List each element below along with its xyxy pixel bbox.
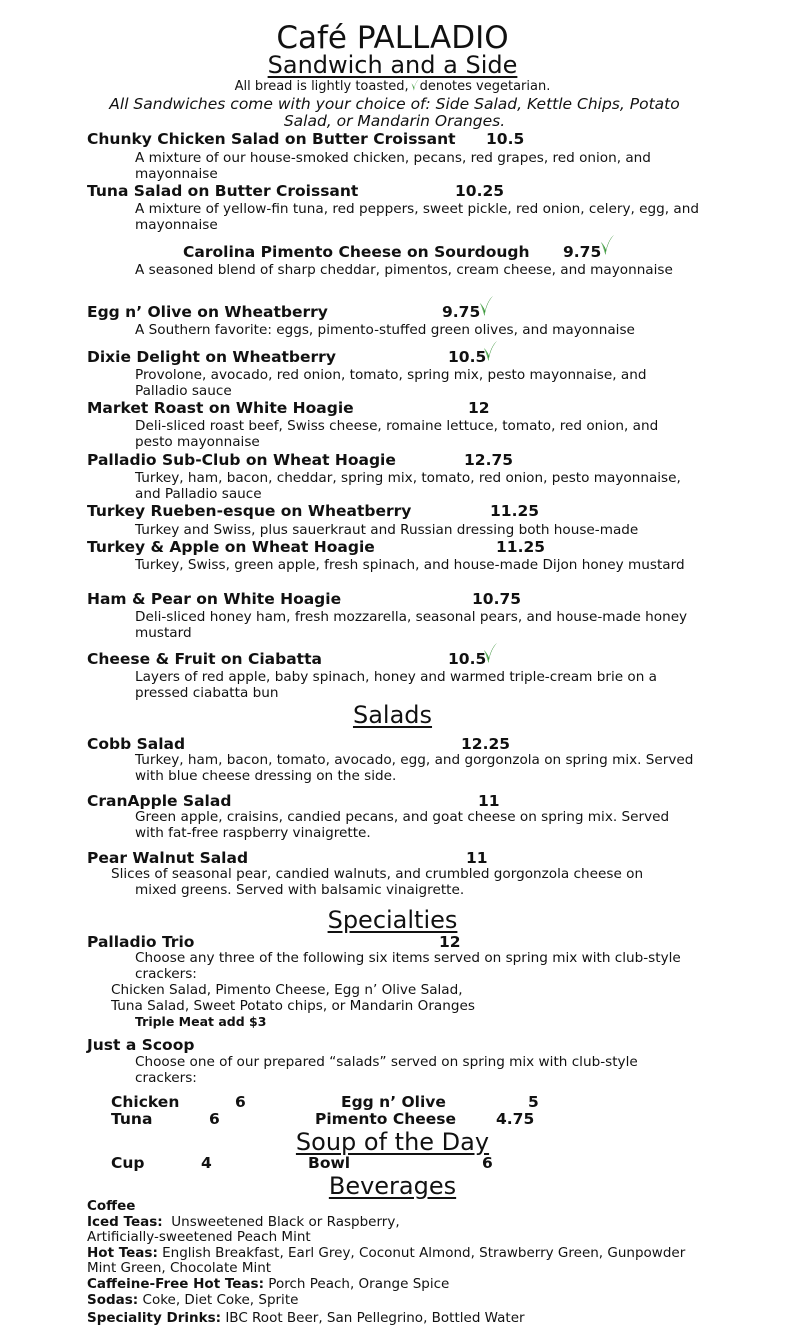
coffee-label: Coffee xyxy=(87,1198,136,1214)
item-name: Chunky Chicken Salad on Butter Croissant xyxy=(87,130,456,148)
item-description: Turkey, ham, bacon, cheddar, spring mix, tomato, red onion, pesto mayonnaise, and Palladio sauce xyxy=(135,470,681,502)
item-description: A seasoned blend of sharp cheddar, pimentos, cream cheese, and mayonnaise xyxy=(135,262,673,278)
item-name: Ham & Pear on White Hoagie xyxy=(87,590,342,608)
vegetarian-leaf-icon xyxy=(598,234,615,256)
trio-options-line: Tuna Salad, Sweet Potato chips, or Mandarin Oranges xyxy=(111,998,475,1014)
item-name: Tuna Salad on Butter Croissant xyxy=(87,182,359,200)
vegetarian-leaf-icon xyxy=(409,79,420,91)
hot-teas-text-2: Mint Green, Chocolate Mint xyxy=(87,1260,272,1276)
sandwiches-heading-text: Sandwich and a Side xyxy=(267,51,518,79)
section-heading-sandwiches xyxy=(0,51,785,79)
item-description: Turkey, Swiss, green apple, fresh spinach, and house-made Dijon honey mustard xyxy=(135,557,685,573)
beverage-coffee xyxy=(87,1199,135,1215)
iced-teas-label: Iced Teas: xyxy=(87,1214,163,1230)
item-description: A mixture of yellow-fin tuna, red peppers, sweet pickle, red onion, celery, egg, and mayonnaise xyxy=(135,201,699,233)
item-price: 9.75 xyxy=(442,303,481,321)
scoop-option-price: 4.75 xyxy=(496,1110,535,1128)
item-name: CranApple Salad xyxy=(87,792,232,810)
item-description: Turkey and Swiss, plus sauerkraut and Russian dressing both house-made xyxy=(135,522,639,538)
item-price: 10.5 xyxy=(448,348,487,366)
hot-teas-label: Hot Teas: xyxy=(87,1245,158,1261)
scoop-option-price: 6 xyxy=(209,1110,220,1128)
trio-addon: Triple Meat add $3 xyxy=(135,1014,267,1029)
item-description: A Southern favorite: eggs, pimento-stuffed green olives, and mayonnaise xyxy=(135,322,635,338)
bread-note-text: All bread is lightly toasted, xyxy=(234,79,409,94)
soup-bowl-label: Bowl xyxy=(308,1154,351,1172)
scoop-option-name: Egg n’ Olive xyxy=(341,1093,446,1111)
item-name: Egg n’ Olive on Wheatberry xyxy=(87,303,328,321)
sodas-label: Sodas: xyxy=(87,1292,139,1308)
item-name: Palladio Trio xyxy=(87,933,195,951)
item-name: Cobb Salad xyxy=(87,735,186,753)
iced-teas-text: Unsweetened Black or Raspberry, xyxy=(171,1214,400,1230)
item-description: Deli-sliced honey ham, fresh mozzarella, seasonal pears, and house-made honey mustard xyxy=(135,609,688,641)
item-name: Turkey Rueben-esque on Wheatberry xyxy=(87,502,412,520)
item-price: 10.5 xyxy=(448,650,487,668)
item-description: Layers of red apple, baby spinach, honey and warmed triple-cream brie on a pressed ciabatta bun xyxy=(135,669,657,701)
item-description: Choose one of our prepared “salads” served on spring mix with club-style crackers: xyxy=(135,1054,638,1086)
sodas-text: Coke, Diet Coke, Sprite xyxy=(142,1292,299,1308)
specialty-drinks-label: Speciality Drinks: xyxy=(87,1310,222,1326)
item-price: 10.25 xyxy=(455,182,505,200)
item-description: A mixture of our house-smoked chicken, pecans, red grapes, red onion, and mayonnaise xyxy=(135,150,651,182)
vegetarian-note-text: denotes vegetarian. xyxy=(419,79,551,94)
iced-teas-text-2: Artificially-sweetened Peach Mint xyxy=(87,1229,311,1245)
item-price: 11.25 xyxy=(490,502,540,520)
hot-teas-text: English Breakfast, Earl Grey, Coconut Almond, Strawberry Green, Gunpowder xyxy=(162,1245,686,1261)
item-price: 11 xyxy=(466,849,488,867)
scoop-option-name: Pimento Cheese xyxy=(315,1110,456,1128)
item-description: Deli-sliced roast beef, Swiss cheese, romaine lettuce, tomato, red onion, and pesto mayonnaise xyxy=(135,418,659,450)
soup-cup-label: Cup xyxy=(111,1154,145,1172)
scoop-option-name: Chicken xyxy=(111,1093,180,1111)
scoop-option-price: 5 xyxy=(528,1093,539,1111)
item-price: 10.5 xyxy=(486,130,525,148)
item-name: Turkey & Apple on Wheat Hoagie xyxy=(87,538,375,556)
item-name: Pear Walnut Salad xyxy=(87,849,249,867)
beverage-decaf-teas xyxy=(87,1277,449,1293)
item-price: 9.75 xyxy=(563,243,602,261)
item-price: 11.25 xyxy=(496,538,546,556)
section-heading-soup: Soup of the Day xyxy=(295,1128,490,1156)
item-price: 11 xyxy=(478,792,500,810)
beverage-sodas xyxy=(87,1293,298,1309)
vegetarian-leaf-icon xyxy=(481,340,498,362)
item-price: 10.75 xyxy=(472,590,522,608)
item-name: Just a Scoop xyxy=(87,1036,195,1054)
bread-note xyxy=(0,79,785,94)
item-price: 12 xyxy=(439,933,461,951)
soup-cup-price: 4 xyxy=(201,1154,212,1172)
decaf-teas-text: Porch Peach, Orange Spice xyxy=(268,1276,450,1292)
item-description: Slices of seasonal pear, candied walnuts, and crumbled gorgonzola cheese on xyxy=(111,866,644,882)
soup-bowl-price: 6 xyxy=(482,1154,493,1172)
item-name: Cheese & Fruit on Ciabatta xyxy=(87,650,322,668)
item-description: Turkey, ham, bacon, tomato, avocado, egg, and gorgonzola on spring mix. Served with blue cheese dressing on the side. xyxy=(135,752,694,784)
section-heading-specialties: Specialties xyxy=(327,906,458,934)
item-description: mixed greens. Served with balsamic vinaigrette. xyxy=(135,882,465,898)
trio-options-line: Chicken Salad, Pimento Cheese, Egg n’ Olive Salad, xyxy=(111,982,463,998)
item-description: Green apple, craisins, candied pecans, and goat cheese on spring mix. Served with fat-free raspberry vinaigrette. xyxy=(135,809,670,841)
vegetarian-leaf-icon xyxy=(481,642,498,664)
beverage-specialty xyxy=(87,1311,525,1327)
item-name: Dixie Delight on Wheatberry xyxy=(87,348,336,366)
item-name: Market Roast on White Hoagie xyxy=(87,399,354,417)
sides-note: All Sandwiches come with your choice of: Side Salad, Kettle Chips, Potato Salad, or Mandarin Oranges. xyxy=(109,95,680,130)
item-description: Provolone, avocado, red onion, tomato, spring mix, pesto mayonnaise, and Palladio sauce xyxy=(135,367,647,399)
item-price: 12.75 xyxy=(464,451,514,469)
item-name: Carolina Pimento Cheese on Sourdough xyxy=(183,243,530,261)
scoop-option-price: 6 xyxy=(235,1093,246,1111)
section-heading-salads: Salads xyxy=(352,701,433,729)
item-price: 12 xyxy=(468,399,490,417)
item-price: 12.25 xyxy=(461,735,511,753)
scoop-option-name: Tuna xyxy=(111,1110,153,1128)
section-heading-beverages: Beverages xyxy=(328,1172,457,1200)
decaf-teas-label: Caffeine-Free Hot Teas: xyxy=(87,1276,264,1292)
item-name: Palladio Sub-Club on Wheat Hoagie xyxy=(87,451,396,469)
menu-title: Café PALLADIO xyxy=(276,20,509,56)
item-description: Choose any three of the following six items served on spring mix with club-style crackers: xyxy=(135,950,681,982)
vegetarian-leaf-icon xyxy=(477,295,494,317)
specialty-drinks-text: IBC Root Beer, San Pellegrino, Bottled Water xyxy=(225,1310,525,1326)
